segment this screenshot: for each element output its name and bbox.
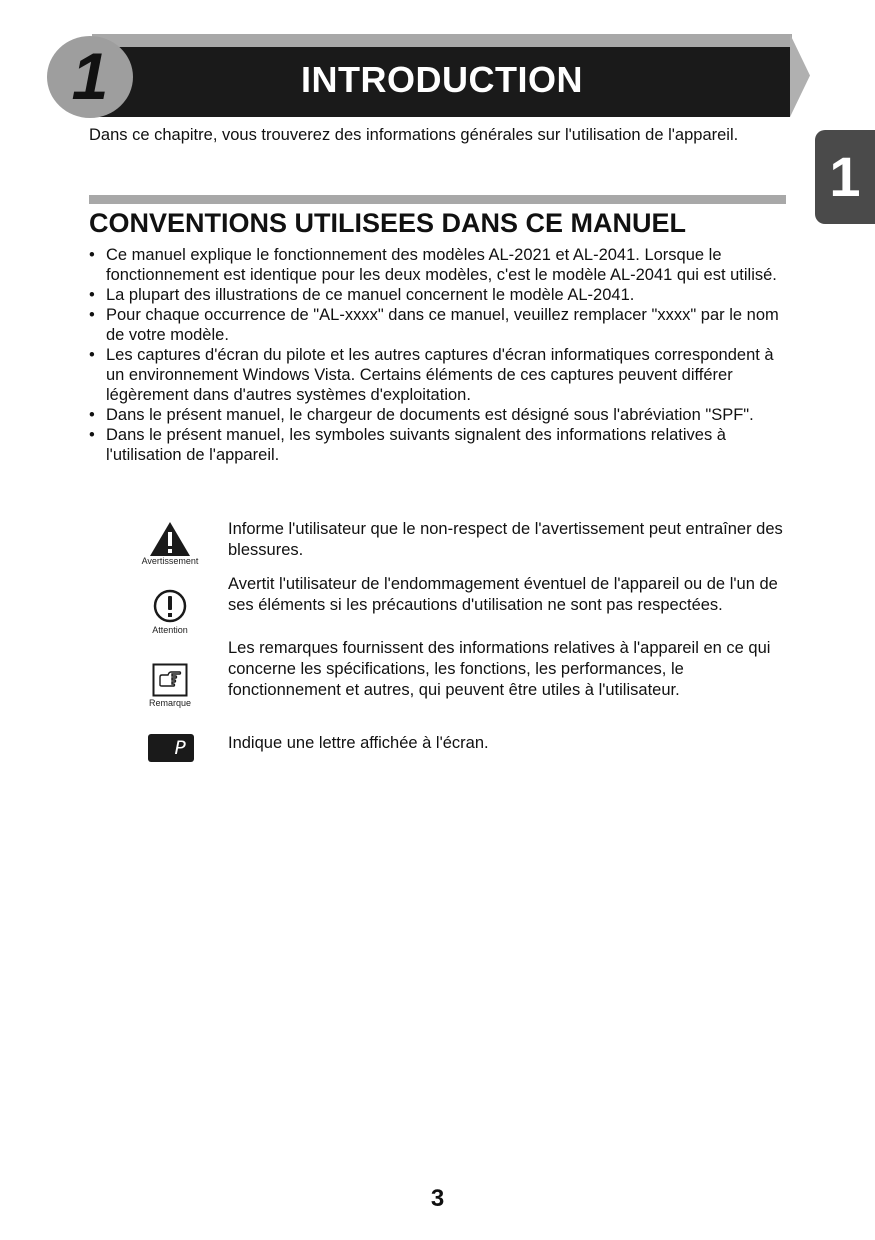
symbol-description: Informe l'utilisateur que le non-respect de l'avertissement peut entraîner des blessures. (228, 520, 783, 559)
list-item: • Les captures d'écran du pilote et les autres captures d'écran informatiques correspondent à un environnement Windows Vista. Certains éléments de ces captures peuvent différer légèrement dans d'autres systèmes d'exploitation. (89, 345, 789, 405)
chapter-header-top-band (92, 34, 792, 48)
page-number: 3 (430, 1185, 445, 1212)
pointing-hand-icon (152, 663, 188, 697)
chapter-number: 1 (71, 39, 109, 113)
symbol-caption: Remarque (148, 698, 192, 708)
list-item: • Dans le présent manuel, les symboles suivants signalent des informations relatives à l'utilisation de l'appareil. (89, 425, 789, 465)
symbol-description: Indique une lettre affichée à l'écran. (228, 734, 489, 752)
section-title: CONVENTIONS UTILISEES DANS CE MANUEL (89, 208, 687, 238)
display-letter-icon (148, 734, 194, 762)
section-rule (89, 195, 786, 204)
warning-triangle-icon (148, 520, 192, 558)
symbol-description: Les remarques fournissent des informations relatives à l'appareil en ce qui concerne les spécifications, les fonctions, les performances, le fonctionnement et autres, qui peuvent être utiles à l'utilisateur. (228, 639, 771, 699)
conventions-list (89, 245, 789, 465)
chapter-side-tab: 1 (815, 130, 875, 224)
symbol-caption: Avertissement (141, 556, 199, 566)
chapter-header-arrow (790, 34, 810, 117)
symbol-caption: Attention (152, 625, 188, 635)
display-letter: P (174, 737, 186, 759)
list-item: • Pour chaque occurrence de "AL-xxxx" dans ce manuel, veuillez remplacer "xxxx" par le nom de votre modèle. (89, 305, 789, 345)
symbol-description: Avertit l'utilisateur de l'endommagement éventuel de l'appareil ou de l'un de ses éléments si les précautions d'utilisation ne sont pas respectées. (228, 575, 778, 614)
chapter-title: INTRODUCTION (301, 59, 583, 100)
intro-paragraph: Dans ce chapitre, vous trouverez des informations générales sur l'utilisation de l'appareil. (89, 126, 739, 144)
caution-circle-icon (153, 589, 187, 623)
list-item: • La plupart des illustrations de ce manuel concernent le modèle AL-2041. (89, 285, 789, 305)
list-item: • Dans le présent manuel, le chargeur de documents est désigné sous l'abréviation "SPF". (89, 405, 789, 425)
list-item: • Ce manuel explique le fonctionnement des modèles AL-2021 et AL-2041. Lorsque le fonctionnement est identique pour les deux modèles, c'est le modèle AL-2041 qui est utilisé. (89, 245, 789, 285)
